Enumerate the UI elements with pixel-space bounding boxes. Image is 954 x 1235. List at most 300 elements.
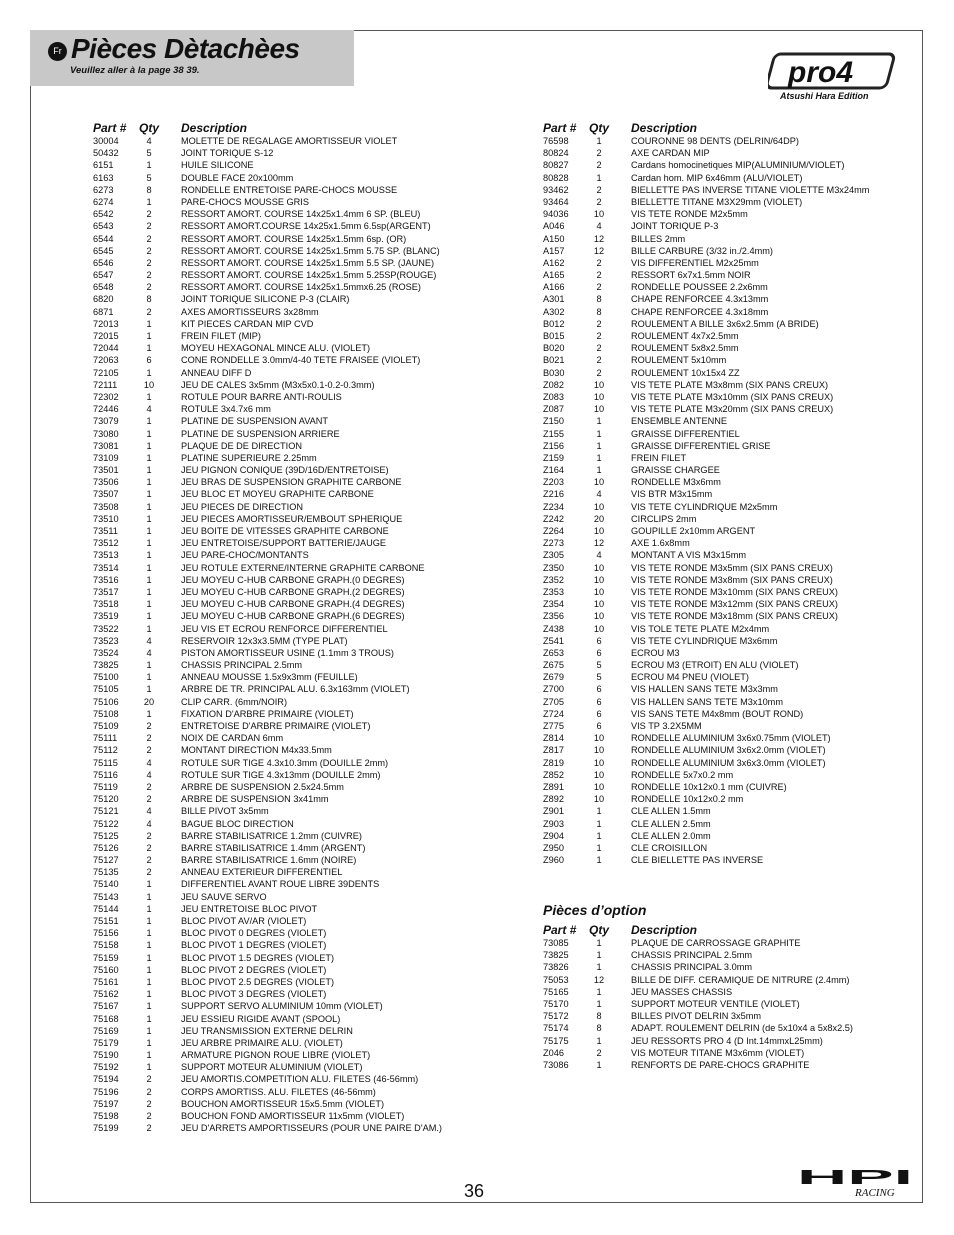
table-row [93, 1073, 513, 1085]
table-row [543, 937, 903, 949]
options-title: Pièces d’option [543, 902, 647, 918]
part-number: 75127 [93, 855, 119, 866]
quantity: 1 [146, 526, 152, 536]
part-number: 76598 [543, 136, 569, 146]
table-row [543, 781, 903, 793]
racing-text: RACING [855, 1187, 895, 1198]
language-badge: Fr [48, 42, 67, 61]
quantity: 1 [146, 465, 152, 476]
quantity: 6 [596, 721, 602, 731]
part-number: Z150 [543, 416, 564, 427]
quantity: 10 [593, 733, 605, 744]
table-row [543, 135, 903, 147]
table-row [93, 513, 513, 525]
description: ROULEMENT 5x10mm [631, 355, 727, 366]
description: JEU PIGNON CONIQUE (39D/16D/ENTRETOISE) [181, 465, 389, 476]
part-number: 6163 [93, 172, 114, 183]
description: ECROU M3 (ETROIT) EN ALU (VIOLET) [631, 660, 799, 671]
logo-tagline: Atsushi Hara Edition [780, 91, 869, 101]
quantity: 2 [596, 257, 602, 268]
quantity: 2 [146, 1098, 152, 1109]
table-row [93, 525, 513, 537]
col-qty: Qty [589, 121, 610, 135]
part-number: 73506 [93, 477, 119, 488]
quantity: 1 [596, 172, 602, 183]
description: SUPPORT MOTEUR ALUMINIUM (VIOLET) [181, 1062, 363, 1073]
quantity: 1 [146, 318, 152, 329]
part-number: 73514 [93, 562, 119, 573]
part-number: 75151 [93, 916, 119, 926]
part-number: Z155 [543, 428, 564, 439]
part-number: 75179 [93, 1037, 119, 1048]
quantity: 1 [596, 818, 602, 829]
quantity: 1 [596, 830, 602, 841]
part-number: Z164 [543, 465, 564, 476]
table-row [543, 281, 903, 293]
part-number: 75106 [93, 696, 119, 707]
part-number: Z950 [543, 842, 564, 853]
description: VIS BTR M3x15mm [631, 489, 713, 500]
description: VIS TP 3.2X5MM [631, 721, 702, 731]
quantity: 1 [596, 855, 602, 866]
part-number: 6542 [93, 209, 114, 220]
part-number: 75190 [93, 1050, 119, 1061]
part-number: 6544 [93, 233, 114, 244]
table-row [93, 696, 513, 708]
part-number: A162 [543, 257, 565, 268]
description: RONDELLE M3x6mm [631, 477, 721, 488]
part-number: 72063 [93, 355, 119, 366]
pro4-logo [768, 50, 916, 102]
quantity: 2 [146, 733, 152, 744]
quantity: 1 [146, 586, 152, 597]
table-row [93, 915, 513, 927]
description: BLOC PIVOT 1.5 DEGRES (VIOLET) [181, 952, 334, 963]
quantity: 10 [593, 574, 605, 585]
quantity: 2 [596, 343, 602, 354]
col-desc: Description [631, 923, 698, 937]
table-row [93, 488, 513, 500]
table-row [543, 330, 903, 342]
quantity: 2 [146, 1074, 152, 1085]
description: FIXATION D'ARBRE PRIMAIRE (VIOLET) [181, 708, 354, 719]
part-number: 75156 [93, 928, 119, 939]
table-header [543, 923, 903, 937]
table-row [543, 415, 903, 427]
description: BOUCHON FOND AMORTISSEUR 11x5mm (VIOLET) [181, 1111, 405, 1121]
table-row [543, 1022, 903, 1034]
part-number: 75161 [93, 976, 119, 987]
quantity: 12 [593, 245, 605, 256]
table-row [543, 696, 903, 708]
part-number: 75121 [93, 806, 119, 817]
table-row [93, 367, 513, 379]
quantity: 1 [146, 1062, 152, 1073]
quantity: 4 [146, 404, 152, 415]
table-row [93, 1061, 513, 1073]
part-number: Z724 [543, 708, 564, 719]
quantity: 1 [146, 684, 152, 695]
quantity: 2 [146, 855, 152, 866]
quantity: 10 [593, 794, 605, 805]
quantity: 10 [593, 391, 605, 402]
table-row [543, 220, 903, 232]
description: VIS TETE RONDE M3x5mm (SIX PANS CREUX) [631, 562, 833, 573]
part-number: 6543 [93, 221, 114, 232]
quantity: 4 [146, 806, 152, 817]
table-row [93, 293, 513, 305]
part-number: 75125 [93, 830, 119, 841]
quantity: 2 [146, 830, 152, 841]
description: Cardan hom. MIP 6x46mm (ALU/VIOLET) [631, 172, 803, 183]
description: CONE RONDELLE 3.0mm/4-40 TETE FRAISEE (VIOLET) [181, 355, 421, 366]
description: JEU PARE-CHOC/MONTANTS [181, 550, 309, 561]
description: ENTRETOISE D'ARBRE PRIMAIRE (VIOLET) [181, 721, 371, 731]
part-number: 75053 [543, 974, 569, 985]
table-row [543, 1035, 903, 1047]
table-row [93, 562, 513, 574]
table-row [543, 428, 903, 440]
description: ROULEMENT A BILLE 3x6x2.5mm (A BRIDE) [631, 318, 819, 329]
quantity: 2 [146, 221, 152, 232]
quantity: 1 [146, 976, 152, 987]
quantity: 1 [146, 489, 152, 500]
description: BAGUE BLOC DIRECTION [181, 818, 294, 829]
description: ROTULE SUR TIGE 4.3x13mm (DOUILLE 2mm) [181, 769, 381, 780]
table-row [93, 647, 513, 659]
table-row [543, 440, 903, 452]
part-number: Z087 [543, 404, 564, 415]
part-number: Z700 [543, 684, 564, 695]
part-number: 75100 [93, 672, 119, 683]
description: RENFORTS DE PARE-CHOCS GRAPHITE [631, 1059, 810, 1070]
quantity: 1 [146, 1037, 152, 1048]
table-row [543, 1010, 903, 1022]
quantity: 2 [596, 282, 602, 293]
part-number: 75165 [543, 986, 569, 997]
quantity: 5 [146, 172, 152, 183]
table-header [543, 121, 903, 135]
description: RESSORT AMORT. COURSE 14x25x1.5mm 5.25SP(ROUGE) [181, 270, 437, 281]
quantity: 1 [146, 1013, 152, 1024]
quantity: 1 [596, 136, 602, 146]
description: COURONNE 98 DENTS (DELRIN/64DP) [631, 136, 799, 146]
part-number: B030 [543, 367, 565, 378]
table-row [93, 391, 513, 403]
table-row [543, 257, 903, 269]
part-number: 75197 [93, 1098, 119, 1109]
table-row [93, 659, 513, 671]
page-number: 36 [464, 1181, 485, 1201]
part-number: Z819 [543, 757, 564, 768]
part-number: A166 [543, 282, 565, 293]
quantity: 2 [146, 1111, 152, 1121]
part-number: B021 [543, 355, 565, 366]
description: BILLES 2mm [631, 233, 686, 244]
description: VIS TETE PLATE M3x8mm (SIX PANS CREUX) [631, 379, 829, 390]
part-number: 73523 [93, 635, 119, 646]
description: CLE ALLEN 1.5mm [631, 806, 711, 817]
quantity: 1 [146, 160, 152, 171]
part-number: 6545 [93, 245, 114, 256]
part-number: 30004 [93, 136, 119, 146]
description: SUPPORT MOTEUR VENTILE (VIOLET) [631, 998, 800, 1009]
quantity: 8 [596, 1011, 602, 1022]
quantity: 2 [146, 1086, 152, 1097]
part-number: 75168 [93, 1013, 119, 1024]
quantity: 1 [146, 708, 152, 719]
quantity: 1 [596, 428, 602, 439]
part-number: Z675 [543, 660, 564, 671]
part-number: 72302 [93, 391, 119, 402]
part-number: 6548 [93, 282, 114, 293]
table-row [93, 744, 513, 756]
description: CHASSIS PRINCIPAL 2.5mm [631, 950, 752, 961]
table-row [543, 744, 903, 756]
part-number: A150 [543, 233, 565, 244]
table-row [93, 671, 513, 683]
table-row [93, 683, 513, 695]
quantity: 1 [596, 452, 602, 463]
table-row [543, 998, 903, 1010]
part-number: 73825 [543, 950, 569, 961]
table-row [93, 220, 513, 232]
quantity: 10 [593, 477, 605, 488]
description: MONTANT DIRECTION M4x33.5mm [181, 745, 332, 756]
part-number: 75175 [543, 1035, 569, 1046]
table-row [543, 318, 903, 330]
table-row [93, 818, 513, 830]
description: BILLE DE DIFF. CERAMIQUE DE NITRURE (2.4mm) [631, 974, 850, 985]
description: Cardans homocinetiques MIP(ALUMINIUM/VIOLET) [631, 160, 845, 171]
col-qty: Qty [139, 121, 160, 135]
table-row [93, 379, 513, 391]
description: JEU TRANSMISSION EXTERNE DELRIN [181, 1025, 353, 1036]
description: JOINT TORIQUE SILICONE P-3 (CLAIR) [181, 294, 350, 305]
quantity: 10 [593, 526, 605, 536]
table-row [543, 501, 903, 513]
table-row [93, 793, 513, 805]
description: ANNEAU MOUSSE 1.5x9x3mm (FEUILLE) [181, 672, 358, 683]
quantity: 6 [146, 355, 152, 366]
part-number: Z046 [543, 1047, 564, 1058]
quantity: 1 [146, 660, 152, 671]
table-row [543, 488, 903, 500]
description: ANNEAU EXTERIEUR DIFFERENTIEL [181, 867, 343, 878]
quantity: 10 [593, 501, 605, 512]
part-number: 80827 [543, 160, 569, 171]
table-row [93, 1000, 513, 1012]
description: ENSEMBLE ANTENNE [631, 416, 727, 427]
part-number: Z203 [543, 477, 564, 488]
part-number: 72105 [93, 367, 119, 378]
part-number: 73109 [93, 452, 119, 463]
part-number: 72111 [93, 379, 118, 390]
part-number: 73085 [543, 938, 569, 948]
description: JEU MOYEU C-HUB CARBONE GRAPH.(6 DEGRES) [181, 611, 405, 622]
quantity: 1 [146, 367, 152, 378]
table-row [93, 330, 513, 342]
table-row [93, 1037, 513, 1049]
quantity: 2 [146, 209, 152, 220]
description: PISTON AMORTISSEUR USINE (1.1mm 3 TROUS) [181, 647, 394, 658]
quantity: 4 [146, 635, 152, 646]
description: PLAQUE DE CARROSSAGE GRAPHITE [631, 938, 801, 948]
part-number: 6273 [93, 184, 114, 195]
description: BOUCHON AMORTISSEUR 15x5.5mm (VIOLET) [181, 1098, 385, 1109]
table-row [543, 513, 903, 525]
table-row [543, 562, 903, 574]
description: JEU ENTRETOISE BLOC PIVOT [181, 903, 318, 914]
table-row [93, 708, 513, 720]
part-number: Z891 [543, 781, 564, 792]
table-row [93, 245, 513, 257]
table-row [543, 586, 903, 598]
description: ARBRE DE SUSPENSION 3x41mm [181, 794, 329, 805]
table-row [543, 961, 903, 973]
quantity: 2 [146, 745, 152, 756]
description: JEU SAUVE SERVO [181, 891, 267, 902]
quantity: 1 [596, 1059, 602, 1070]
table-row [543, 671, 903, 683]
part-number: Z904 [543, 830, 564, 841]
quantity: 1 [146, 989, 152, 1000]
quantity: 8 [596, 306, 602, 317]
part-number: 73524 [93, 647, 119, 658]
quantity: 8 [596, 1023, 602, 1034]
part-number: 75120 [93, 794, 119, 805]
description: ARBRE DE TR. PRINCIPAL ALU. 6.3x163mm (VIOLET) [181, 684, 410, 695]
quantity: 10 [593, 379, 605, 390]
part-number: Z216 [543, 489, 564, 500]
description: BIELLETTE TITANE M3X29mm (VIOLET) [631, 196, 803, 207]
table-row [543, 525, 903, 537]
part-number: Z356 [543, 611, 564, 622]
description: ROULEMENT 4x7x2.5mm [631, 331, 739, 341]
description: MOYEU HEXAGONAL MINCE ALU. (VIOLET) [181, 343, 371, 354]
table-row [543, 342, 903, 354]
table-row [543, 818, 903, 830]
part-number: Z353 [543, 586, 564, 597]
quantity: 2 [146, 794, 152, 805]
quantity: 2 [596, 1047, 602, 1058]
table-row [93, 428, 513, 440]
description: CIRCLIPS 2mm [631, 513, 697, 524]
table-row [543, 1059, 903, 1071]
table-row [93, 1025, 513, 1037]
description: BLOC PIVOT 1 DEGRES (VIOLET) [181, 940, 327, 951]
quantity: 1 [146, 440, 152, 451]
quantity: 1 [596, 842, 602, 853]
part-number: 75192 [93, 1062, 119, 1073]
part-number: 93462 [543, 184, 569, 195]
hpi-racing-logo [795, 1168, 917, 1198]
quantity: 20 [143, 696, 155, 707]
description: JEU AMORTIS.COMPETITION ALU. FILETES (46-56mm) [181, 1074, 419, 1085]
description: ROULEMENT 5x8x2.5mm [631, 343, 739, 354]
description: JEU PIECES DE DIRECTION [181, 501, 304, 512]
table-row [93, 233, 513, 245]
description: PLAQUE DE DE DIRECTION [181, 440, 302, 451]
quantity: 2 [146, 270, 152, 281]
description: BLOC PIVOT 2.5 DEGRES (VIOLET) [181, 976, 334, 987]
part-number: Z903 [543, 818, 564, 829]
part-number: 72044 [93, 343, 119, 354]
description: VIS SANS TETE M4x8mm (BOUT ROND) [631, 708, 804, 719]
table-row [543, 708, 903, 720]
quantity: 1 [146, 574, 152, 585]
quantity: 10 [593, 611, 605, 622]
description: RONDELLE ALUMINIUM 3x6x0.75mm (VIOLET) [631, 733, 831, 744]
part-number: 72015 [93, 331, 119, 341]
part-number: Z082 [543, 379, 564, 390]
table-row [93, 623, 513, 635]
description: GRAISSE DIFFERENTIEL [631, 428, 740, 439]
part-number: 73511 [93, 526, 118, 536]
table-row [543, 574, 903, 586]
quantity: 1 [146, 416, 152, 427]
description: PLATINE SUPERIEURE 2.25mm [181, 452, 317, 463]
table-row [543, 647, 903, 659]
description: ANNEAU DIFF D [181, 367, 252, 378]
table-row [543, 269, 903, 281]
description: ECROU M3 [631, 647, 680, 658]
table-row [93, 464, 513, 476]
description: CLIP CARR. (6mm/NOIR) [181, 696, 288, 707]
part-number: Z852 [543, 769, 564, 780]
part-number: 75116 [93, 769, 118, 780]
part-number: 75111 [93, 733, 118, 744]
description: BILLES PIVOT DELRIN 3x5mm [631, 1011, 762, 1022]
table-row [543, 1047, 903, 1059]
part-number: A302 [543, 306, 565, 317]
description: JEU MOYEU C-HUB CARBONE GRAPH.(0 DEGRES) [181, 574, 405, 585]
description: ECROU M4 PNEU (VIOLET) [631, 672, 749, 683]
part-number: 75169 [93, 1025, 119, 1036]
quantity: 6 [596, 635, 602, 646]
table-row [93, 769, 513, 781]
quantity: 4 [146, 647, 152, 658]
table-row [93, 988, 513, 1000]
part-number: 75115 [93, 757, 118, 768]
table-row [543, 842, 903, 854]
table-row [543, 208, 903, 220]
part-number: Z960 [543, 855, 564, 866]
quantity: 10 [593, 757, 605, 768]
description: JEU RESSORTS PRO 4 (D Int.14mmxL25mm) [631, 1035, 823, 1046]
description: GOUPILLE 2x10mm ARGENT [631, 526, 756, 536]
description: ARMATURE PIGNON ROUE LIBRE (VIOLET) [181, 1050, 371, 1061]
table-row [543, 949, 903, 961]
table-row [93, 878, 513, 890]
quantity: 6 [596, 696, 602, 707]
table-row [543, 233, 903, 245]
part-number: 6820 [93, 294, 114, 305]
part-number: 6274 [93, 196, 114, 207]
part-number: Z264 [543, 526, 564, 536]
description: JEU D'ARRETS AMPORTISSEURS (POUR UNE PAIRE D'AM.) [181, 1123, 442, 1134]
quantity: 1 [146, 599, 152, 610]
table-row [93, 537, 513, 549]
part-number: 73825 [93, 660, 119, 671]
table-row [93, 159, 513, 171]
part-number: 80824 [543, 148, 569, 159]
part-number: 75143 [93, 891, 119, 902]
description: RONDELLE 10x12x0.2 mm [631, 794, 744, 805]
part-number: Z775 [543, 721, 564, 731]
description: JEU BOITE DE VITESSES GRAPHITE CARBONE [181, 526, 389, 536]
quantity: 1 [146, 964, 152, 975]
